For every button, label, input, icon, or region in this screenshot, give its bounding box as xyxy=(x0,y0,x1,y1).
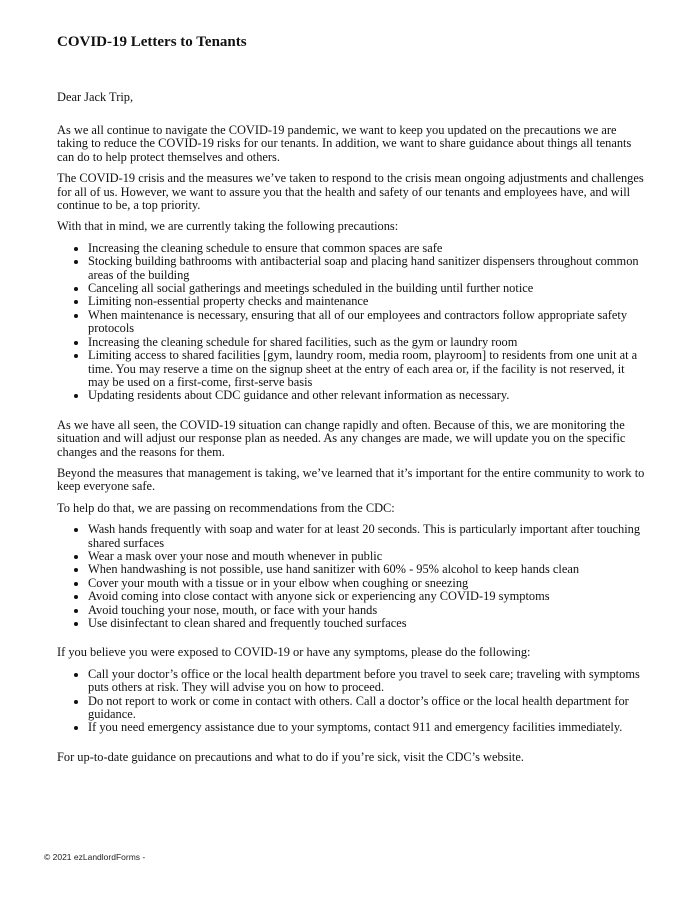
intro-paragraph: As we all continue to navigate the COVID-19 pandemic, we want to keep you updated on the precautions we are taking to reduce the COVID-19 risks for our tenants. In addition, we want to share guidance about things all tenants can do to help protect themselves and others. xyxy=(57,123,632,164)
copyright-footer: © 2021 ezLandlordForms - xyxy=(44,852,146,862)
list-item: • Limiting non-essential property checks and maintenance xyxy=(88,295,645,308)
list-item: • Avoid touching your nose, mouth, or face with your hands xyxy=(88,604,645,617)
letter-body xyxy=(57,124,645,772)
list-item: • Use disinfectant to clean shared and frequently touched surfaces xyxy=(88,617,645,630)
priority-paragraph: The COVID-19 crisis and the measures we’ve taken to respond to the crisis mean ongoing adjustments and challenges for all of us. However, we want to assure you that the health and safety of our tenants and employees have, and will continue to be, a top priority. xyxy=(57,171,644,213)
list-item: • Limiting access to shared facilities [gym, laundry room, media room, playroom] to residents from one unit at a time. You may reserve a time on the signup sheet at the entry of each area or, if the facility is not reserved, it may be used on a first-come, first-serve basis xyxy=(88,349,645,389)
list-item: • Avoid coming into close contact with anyone sick or experiencing any COVID-19 symptoms xyxy=(88,590,645,603)
precautions-lead: With that in mind, we are currently taking the following precautions: xyxy=(57,219,399,234)
list-item: • Wear a mask over your nose and mouth whenever in public xyxy=(88,550,645,563)
list-item: • Stocking building bathrooms with antibacterial soap and placing hand sanitizer dispensers throughout common areas of the building xyxy=(88,255,645,282)
list-item: • Cover your mouth with a tissue or in your elbow when coughing or sneezing xyxy=(88,577,645,590)
closing-paragraph: For up-to-date guidance on precautions and what to do if you’re sick, visit the CDC’s website. xyxy=(57,749,524,764)
list-item: • If you need emergency assistance due to your symptoms, contact 911 and emergency facilities immediately. xyxy=(88,721,645,734)
cdc-recommendations-list xyxy=(57,523,645,630)
community-paragraph: Beyond the measures that management is taking, we’ve learned that it’s important for the entire community to work to keep everyone safe. xyxy=(57,465,645,494)
exposure-lead: If you believe you were exposed to COVID-19 or have any symptoms, please do the following: xyxy=(57,645,531,660)
letter-title: COVID-19 Letters to Tenants xyxy=(57,34,247,50)
list-item: • Updating residents about CDC guidance and other relevant information as necessary. xyxy=(88,389,645,402)
list-item: • Do not report to work or come in contact with others. Call a doctor’s office or the local health department for guidance. xyxy=(88,695,645,722)
list-item: • Increasing the cleaning schedule for shared facilities, such as the gym or laundry room xyxy=(88,336,645,349)
list-item: • Increasing the cleaning schedule to ensure that common spaces are safe xyxy=(88,242,645,255)
precautions-list xyxy=(57,242,645,403)
list-item: • Canceling all social gatherings and meetings scheduled in the building until further notice xyxy=(88,282,645,295)
greeting: Dear Jack Trip, xyxy=(57,90,134,104)
cdc-lead: To help do that, we are passing on recommendations from the CDC: xyxy=(57,500,395,515)
list-item: • When handwashing is not possible, use hand sanitizer with 60% - 95% alcohol to keep hands clean xyxy=(88,563,645,576)
list-item: • When maintenance is necessary, ensuring that all of our employees and contractors follow appropriate safety protocols xyxy=(88,309,645,336)
exposure-steps-list xyxy=(57,668,645,735)
list-item: • Call your doctor’s office or the local health department before you travel to seek care; traveling with symptoms puts others at risk. They will advise you on how to proceed. xyxy=(88,668,645,695)
monitoring-paragraph: As we have all seen, the COVID-19 situation can change rapidly and often. Because of this, we are monitoring the situation and will adjust our response plan as needed. As any changes are made, we will update you on the specific changes and the reasons for them. xyxy=(57,417,626,459)
list-item: • Wash hands frequently with soap and water for at least 20 seconds. This is particularly important after touching shared surfaces xyxy=(88,523,645,550)
